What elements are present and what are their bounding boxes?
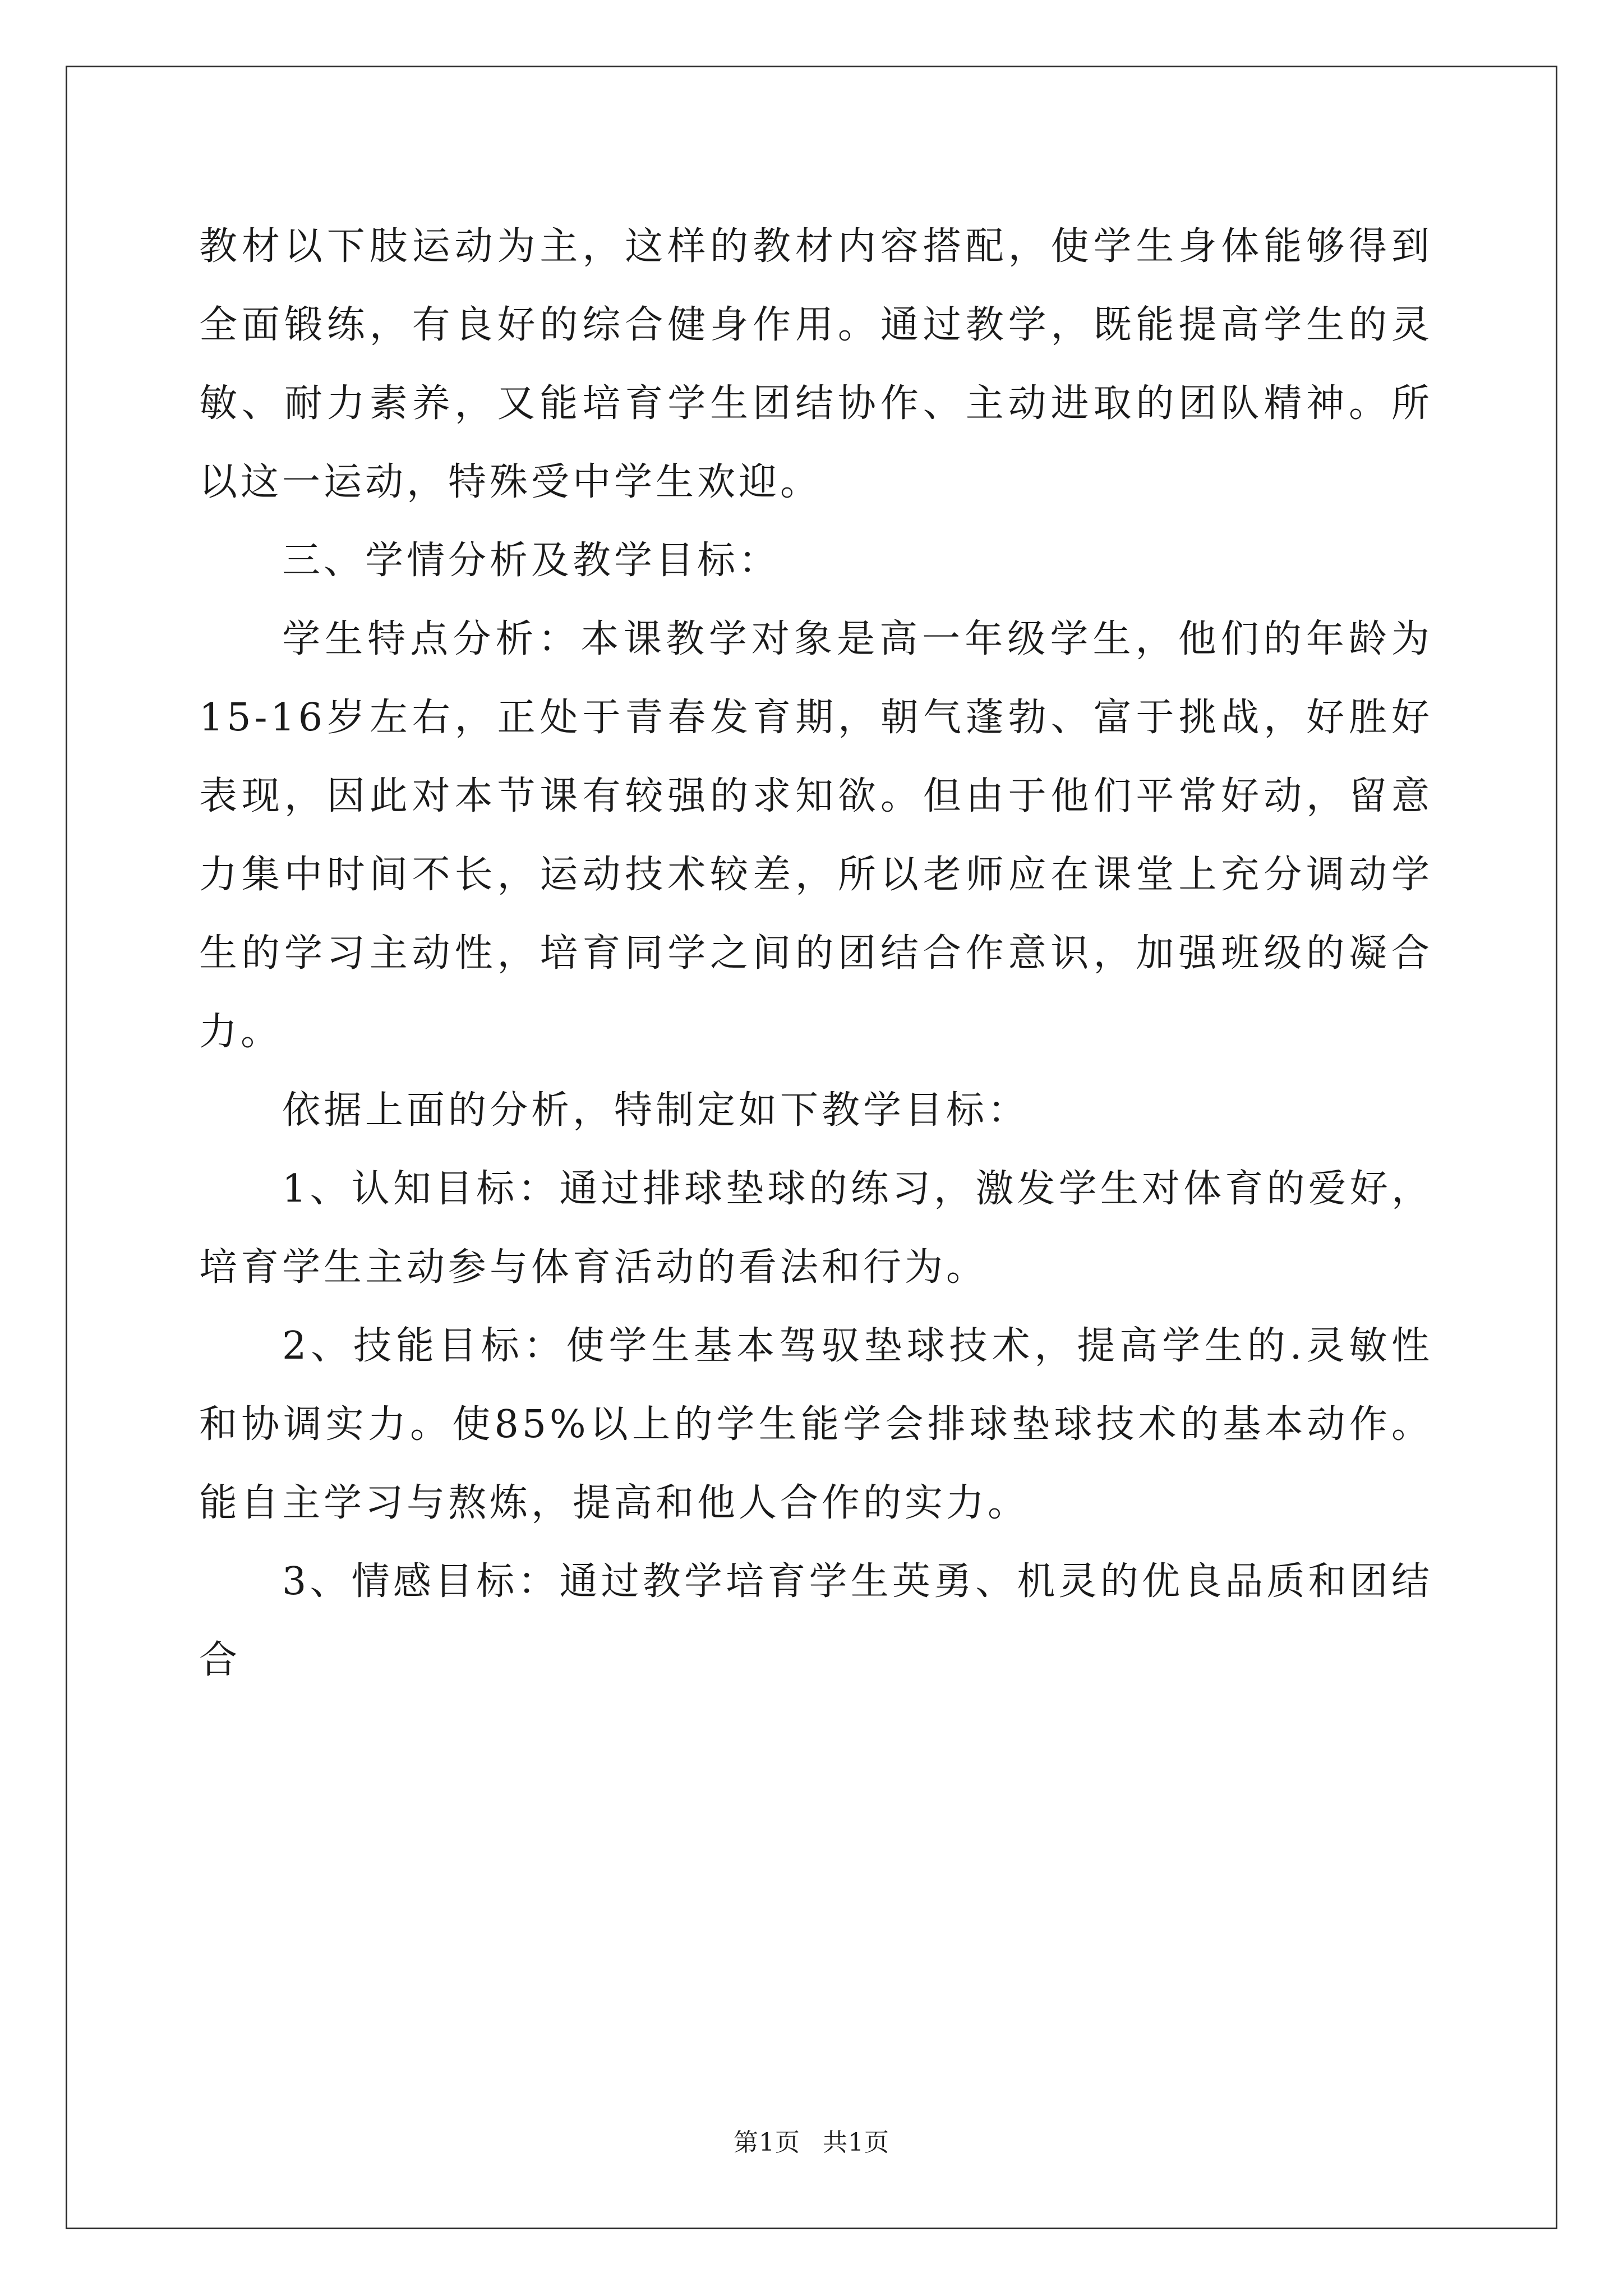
paragraph-section-heading: 三、学情分析及教学目标：: [282, 539, 781, 583]
page-footer: [0, 2126, 1623, 2160]
paragraph-1: 教材以下肢运动为主，这样的教材内容搭配，使学生身体能够得到全面锻练，有良好的综合健身作用。通过教学，既能提高学生的灵敏、耐力素养，又能培育学生团结协作、主动进取的团队精神。所以这一运动，特殊受中学生欢迎。: [199, 224, 1433, 504]
paragraph-student-analysis: 学生特点分析：本课教学对象是高一年级学生，他们的年龄为15-16岁左右，正处于青春发育期，朝气蓬勃、富于挑战，好胜好表现，因此对本节课有较强的求知欲。但由于他们平常好动，留意力集中时间不长，运动技术较差，所以老师应在课堂上充分调动学生的学习主动性，培育同学之间的团结合作意识，加强班级的凝合力。: [199, 617, 1433, 1054]
document-body: [199, 208, 1433, 1700]
paragraph-emotional-goal: 3、情感目标：通过教学培育学生英勇、机灵的优良品质和团结合: [199, 1559, 1433, 1682]
page-number: 第1页: [734, 2128, 800, 2157]
paragraph-cognitive-goal: 1、认知目标：通过排球垫球的练习，激发学生对体育的爱好，培育学生主动参与体育活动的看法和行为。: [199, 1167, 1433, 1290]
paragraph-skill-goal: 2、技能目标：使学生基本驾驭垫球技术，提高学生的.灵敏性和协调实力。使85%以上的学生能学会排球垫球技术的基本动作。能自主学习与熬炼，提高和他人合作的实力。: [199, 1324, 1433, 1525]
paragraph-goals-intro: 依据上面的分析，特制定如下教学目标：: [282, 1088, 1030, 1133]
page-total: 共1页: [823, 2128, 889, 2157]
